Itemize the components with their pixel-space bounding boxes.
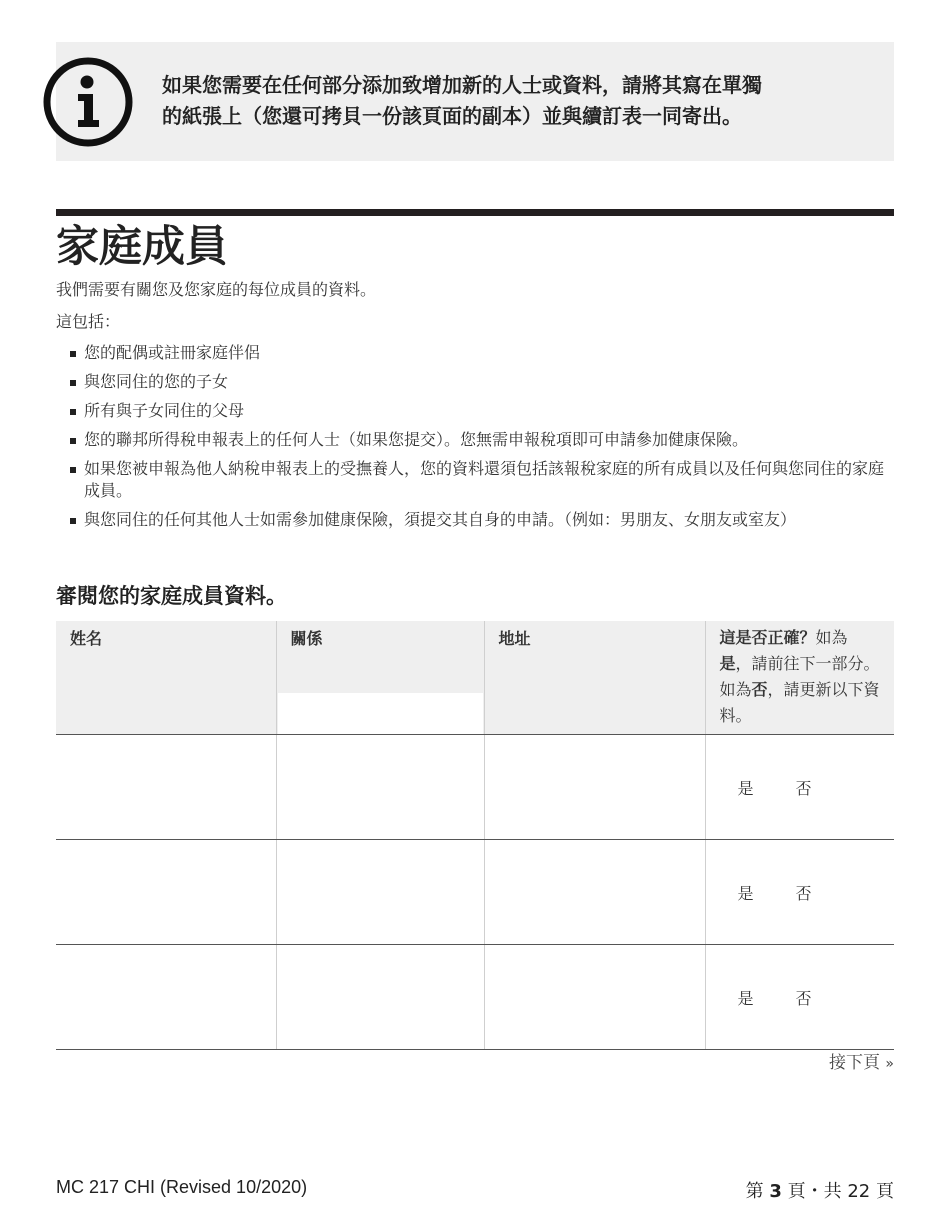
yes-option[interactable]: 是 [737,988,754,1008]
bullet-square-icon [70,518,76,524]
page-suffix: 頁 [876,1181,894,1202]
name-cell[interactable] [56,945,276,1050]
col-header-name: 姓名 [56,621,276,735]
correct-cell [705,945,894,1050]
correct-yes-word: 是 [719,654,736,673]
no-option[interactable]: 否 [795,778,812,798]
page-current: 3 [769,1181,782,1202]
address-cell[interactable] [484,840,705,945]
bullet-square-icon [70,351,76,357]
list-item [56,400,896,422]
correct-cell [705,840,894,945]
bullet-square-icon [70,467,76,473]
list-item-text: 與您同住的您的子女 [84,372,229,391]
page-prefix: 第 [745,1181,764,1202]
relationship-cell[interactable] [276,945,484,1050]
list-item [56,371,896,393]
table-row [56,945,894,1050]
list-item-text: 與您同住的任何其他人士如需參加健康保險，須提交其自身的申請。（例如：男朋友、女朋友或室友） [84,510,797,529]
table-row [56,735,894,840]
list-item-text: 您的聯邦所得稅申報表上的任何人士（如果您提交）。您無需申報稅項即可申請參加健康保險。 [84,430,749,449]
list-item-text: 所有與子女同住的父母 [84,401,245,420]
bullet-list [56,342,896,538]
relationship-cell[interactable] [276,840,484,945]
bullet-square-icon [70,438,76,444]
correct-cell [705,735,894,840]
correct-text: 如為 [815,628,848,647]
no-option[interactable]: 否 [795,988,812,1008]
list-item-text: 您的配偶或註冊家庭伴侶 [84,343,261,362]
next-page-label: 接下頁 [829,1053,881,1073]
yes-option[interactable]: 是 [737,883,754,903]
list-item [56,458,896,502]
col-header-correct [705,621,894,735]
col-header-relationship-label: 關係 [290,629,323,648]
list-item [56,342,896,364]
table-row [56,840,894,945]
name-cell[interactable] [56,735,276,840]
info-icon [42,56,134,148]
double-chevron-right-icon: » [885,1056,894,1072]
page-mid: 頁・共 [787,1181,842,1202]
review-heading: 審閱您的家庭成員資料。 [56,584,287,608]
correct-no-word: 否 [751,680,768,699]
col-header-relationship [276,621,484,735]
intro-text: 我們需要有關您及您家庭的每位成員的資料。 [56,280,377,299]
page-total: 22 [847,1181,871,1202]
col-header-address: 地址 [484,621,705,735]
yes-option[interactable]: 是 [737,778,754,798]
page-title: 家庭成員 [56,222,228,272]
relationship-cell[interactable] [276,735,484,840]
address-cell[interactable] [484,945,705,1050]
correct-question: 這是否正確？ [719,628,816,647]
bullet-square-icon [70,380,76,386]
correct-text: ，請前往下一部分。如為 [719,654,880,699]
notice-text [162,70,877,132]
relationship-header-input[interactable] [278,693,483,734]
list-item [56,509,896,531]
next-page-indicator [829,1048,894,1073]
includes-label: 這包括： [56,312,121,331]
list-item [56,429,896,451]
name-cell[interactable] [56,840,276,945]
notice-line: 的紙張上（您還可拷貝一份該頁面的副本）並與續訂表一同寄出。 [162,104,742,128]
address-cell[interactable] [484,735,705,840]
page-number [746,1177,894,1203]
bullet-square-icon [70,409,76,415]
form-id: MC 217 CHI (Revised 10/2020) [56,1177,308,1197]
table-header-row [56,621,894,735]
correct-text: ，請更新以下資料。 [719,680,880,725]
notice-line: 如果您需要在任何部分添加致增加新的人士或資料，請將其寫在單獨 [162,73,762,97]
household-table [56,621,894,1050]
list-item-text: 如果您被申報為他人納稅申報表上的受撫養人，您的資料還須包括該報稅家庭的所有成員以及任何與您同住的家庭成員。 [84,459,885,500]
no-option[interactable]: 否 [795,883,812,903]
section-rule [56,209,894,216]
